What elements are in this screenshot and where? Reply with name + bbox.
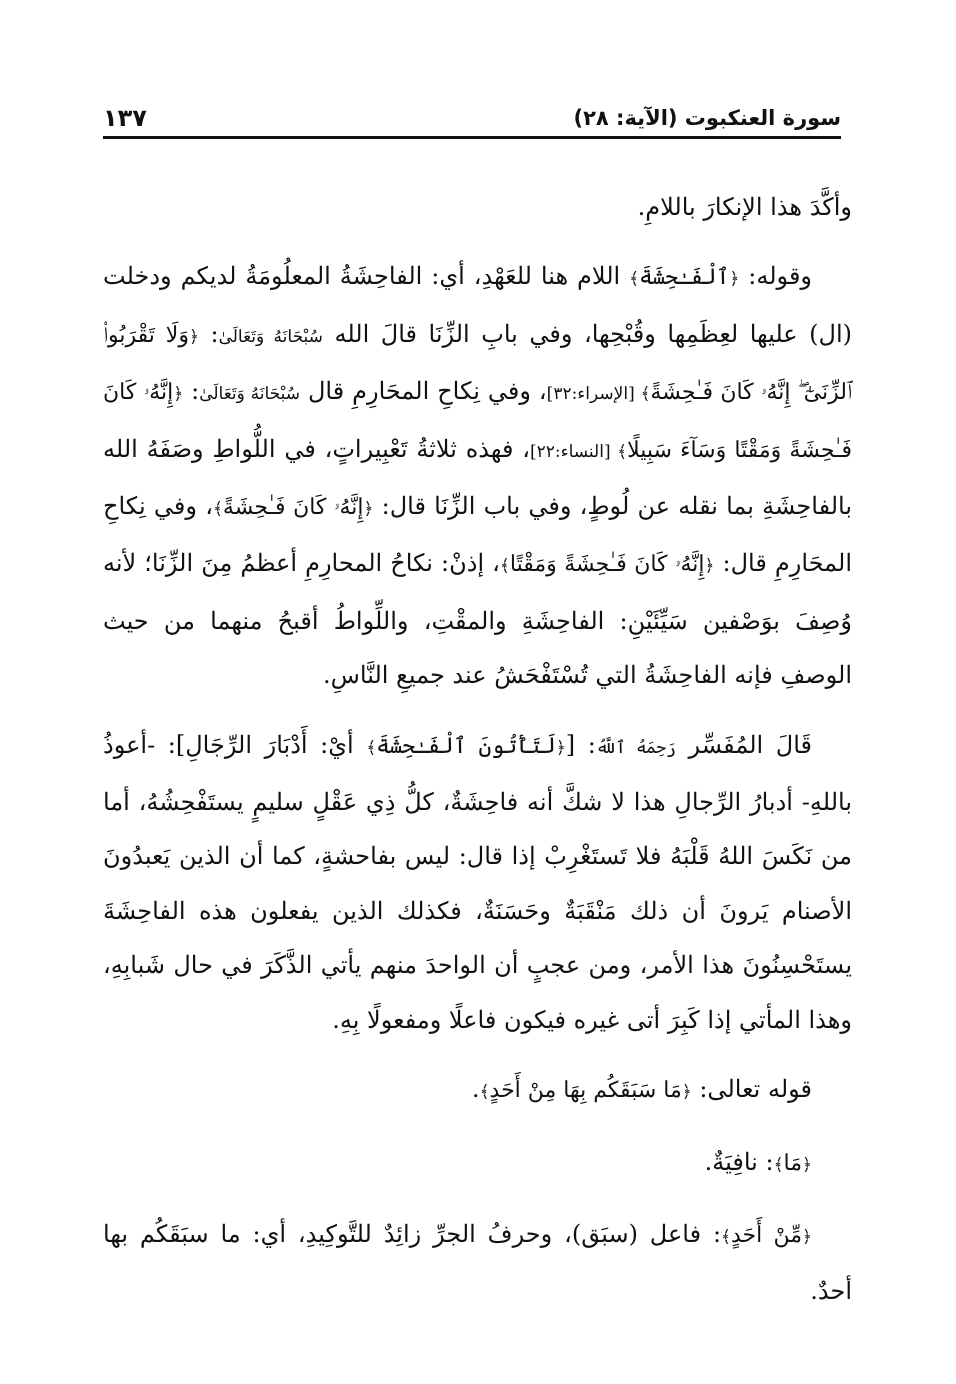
quran-close-bracket: ﴾: [721, 1226, 731, 1247]
quran-close-bracket: ﴾: [479, 1082, 490, 1103]
text-run: ، فهذه ثلاثةُ تَعْبِيراتٍ، في اللُّواطِ وصَفَهُ الله بالفاحِشَةِ بما نقله عن لُوطٍ، وفي باب الزِّنَا قال:: [103, 434, 853, 521]
quran-quote: إِنَّهُۥ كَانَ فَـٰحِشَةً وَمَقْتًا: [509, 552, 705, 578]
text-run: أيْ: أَدْبَارَ الرِّجَالِ]: -أعوذُ باللهِ- أدبارُ الرِّجالِ هذا لا شكَّ أنه فاحِشَةٌ، كلُّ ذِي عَقْلٍ سليمٍ يستَفْحِشُهُ، أما من نَكَسَ اللهُ قَلْبَهُ فلا تَستَغْرِبْ إذا قال: ليس بفاحشةٍ، كما أن الذين يَعبدُونَ الأصنام يَرونَ أن ذلك مَنْقَبَةٌ وحَسَنَةٌ، فكذلك الذين يفعلون هذه الفاحِشَةَ يستَحْسِنُونَ هذا الأمر، ومن عجبٍ أن الواحدَ منهم يأتي الذَّكَرَ في حال شَبابِهِ، وهذا المأتي إذا كَبِرَ أتى غيره فيكون فاعلًا ومفعولًا بِهِ.: [103, 730, 852, 1034]
quran-quote: ٱلْفَـٰحِشَةَ: [639, 265, 730, 291]
quran-close-bracket: ﴾: [212, 499, 223, 520]
quran-open-bracket: ﴿: [802, 1154, 812, 1175]
quran-open-bracket: ﴿: [363, 499, 374, 520]
quran-open-bracket: ﴿: [681, 1082, 692, 1103]
surah-title: سورة العنكبوت (الآية: ٢٨): [573, 106, 841, 130]
quran-quote: مَا سَبَقَكُم بِهَا مِنْ أَحَدٍ: [489, 1078, 682, 1104]
quran-close-bracket: ﴾: [366, 737, 377, 758]
verse-reference: [النساء:٢٢]: [529, 441, 618, 462]
text-run: : فاعل (سبَق)، وحرفُ الجرِّ زائِدٌ للتَّوكِيدِ، أي: ما سبَقَكُم بها أحدٌ.: [103, 1219, 852, 1306]
text-run: .: [471, 1075, 480, 1104]
paragraph-4: [103, 1062, 852, 1119]
paragraph-5: [103, 1135, 852, 1192]
quran-open-bracket: ﴿: [173, 384, 184, 405]
paragraph-2: [103, 249, 852, 702]
glorification-phrase: سُبْحَانَهُ وَتَعَالَىٰ: [199, 384, 300, 405]
quran-close-bracket: ﴾: [499, 556, 510, 577]
paragraph-1: [103, 180, 852, 234]
quran-quote: إِنَّهُۥ كَانَ فَـٰحِشَةً وَمَقْتًا وَسَآءَ سَبِيلًا: [103, 380, 852, 463]
verse-reference: [الإسراء:٣٢]: [546, 384, 641, 405]
page-number: ١٣٧: [103, 104, 147, 132]
quran-close-bracket: ﴾: [617, 441, 628, 462]
running-header: [103, 96, 841, 139]
text-run: : نافِيَةٌ.: [704, 1147, 774, 1176]
quran-quote: مَا: [783, 1150, 803, 1176]
quran-open-bracket: ﴿: [704, 556, 715, 577]
text-run: وقوله:: [739, 262, 813, 291]
quran-close-bracket: ﴾: [640, 384, 651, 405]
text-run: وأكَّدَ هذا الإنكارَ باللامِ.: [637, 193, 852, 221]
text-run: : [: [565, 730, 596, 759]
text-run: :: [198, 319, 219, 348]
quran-quote: وَلَا تَقْرَبُوا۟ ٱلزِّنَىٰٓ ۖ إِنَّهُۥ كَانَ فَـٰحِشَةً: [103, 322, 852, 406]
text-run: ، وفي نِكاحِ المحَارِمِ قال: [299, 377, 547, 406]
quran-open-bracket: ﴿: [188, 326, 199, 347]
text-run: ، إذنْ: نكاحُ المحارِمِ أعظمُ مِنَ الزِّنَا؛ لأنه وُصِفَ بوَصْفين سَيِّئَيْنِ: الفاحِشَةِ والمقْتِ، واللِّواطُ أقبحُ منهما من حيث الوصفِ فإنه الفاحِشَةُ التي تُسْتَفْحَشُ عند جميعِ النَّاسِ.: [103, 549, 852, 690]
quran-quote: لَتَأْتُونَ ٱلْفَـٰحِشَةَ: [376, 733, 556, 759]
quran-open-bracket: ﴿: [729, 269, 740, 290]
text-run: :: [183, 377, 200, 406]
text-run: اللام هنا للعَهْدِ، أي: الفاحِشَةُ المعلُومَةُ لديكم ودخلت (ال) عليها لعِظَمِها وقُبْحِها، وفي بابِ الزِّنَا قالَ الله: [103, 262, 852, 348]
quran-open-bracket: ﴿: [555, 737, 566, 758]
quran-quote: مِّنْ أَحَدٍ: [731, 1222, 803, 1248]
glorification-phrase: سُبْحَانَهُ وَتَعَالَىٰ: [218, 326, 323, 347]
quran-close-bracket: ﴾: [629, 269, 640, 290]
mercy-phrase: رَحِمَهُ ٱللَّهُ: [595, 737, 676, 758]
paragraph-3: [103, 718, 852, 1047]
text-run: قوله تعالى:: [691, 1075, 812, 1104]
body-text: [103, 180, 852, 1334]
quran-quote: إِنَّهُۥ كَانَ فَـٰحِشَةً: [222, 495, 364, 521]
paragraph-6: [103, 1207, 852, 1319]
text-run: ، وفي نِكاحِ المحَارِمِ قال:: [103, 492, 852, 578]
text-run: قَالَ المُفَسِّر: [675, 730, 812, 759]
quran-open-bracket: ﴿: [802, 1226, 812, 1247]
quran-close-bracket: ﴾: [773, 1154, 784, 1175]
